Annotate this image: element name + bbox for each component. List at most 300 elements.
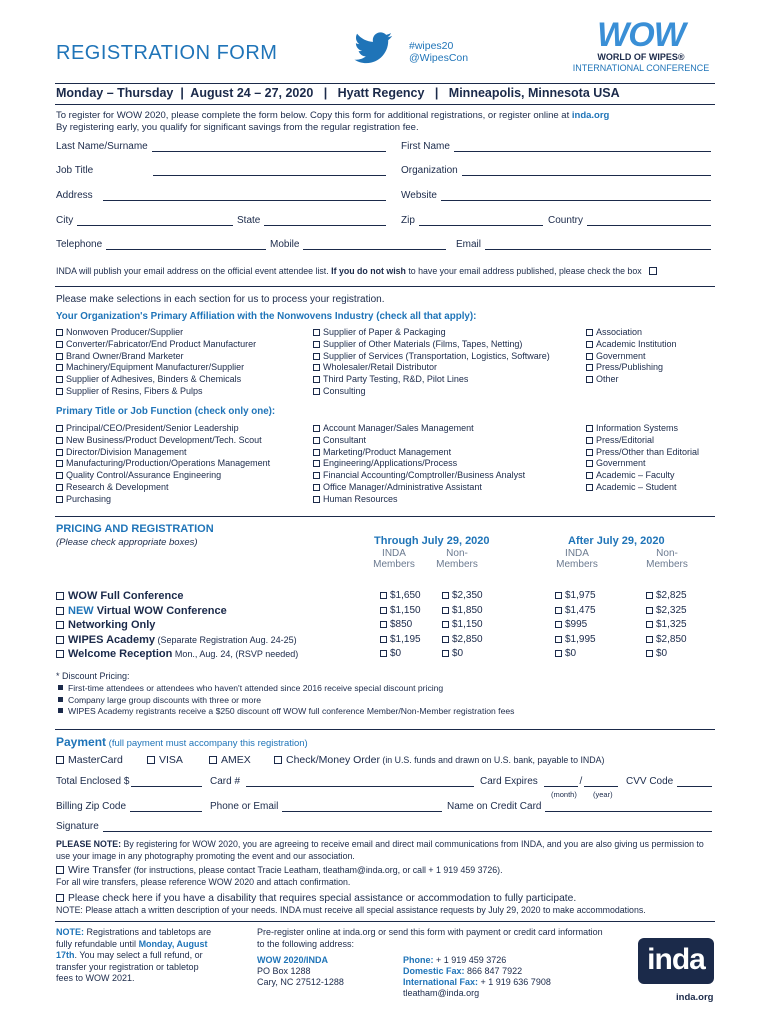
intro-text (56, 110, 720, 134)
wow-logo-line1: WORLD OF WIPES® (597, 52, 685, 62)
visa-label: VISA (159, 754, 183, 766)
job-function-option[interactable] (313, 482, 525, 494)
discount-item (58, 706, 514, 718)
email-label: Email (456, 239, 482, 250)
job-function-option-label: Research & Development (66, 481, 169, 492)
phone-label: Phone: (403, 955, 434, 965)
website-label: Website (401, 190, 437, 201)
affiliation-option-label: Press/Publishing (596, 362, 664, 373)
job-function-option[interactable] (313, 458, 525, 470)
checkbox[interactable] (313, 425, 320, 432)
price-value: $1,995 (565, 633, 596, 645)
email-notice-bold: If you do not wish (331, 266, 406, 276)
expires-label: Card Expires (480, 776, 538, 787)
price-value: $0 (565, 648, 577, 659)
check-option[interactable] (274, 754, 604, 766)
checkbox[interactable] (586, 437, 593, 444)
pricing-item[interactable] (56, 647, 298, 662)
affiliation-option-label: Brand Owner/Brand Marketer (66, 350, 184, 361)
job-function-option[interactable] (56, 482, 270, 494)
job-function-option-label: Press/Other than Editorial (596, 446, 700, 457)
intro-line2: By registering early, you qualify for significant savings from the regular registration fee. (56, 122, 419, 133)
job-function-option[interactable] (56, 423, 270, 435)
zip-label: Zip (401, 215, 415, 226)
checkbox[interactable] (646, 592, 653, 599)
affiliation-option-label: Supplier of Adhesives, Binders & Chemicals (66, 374, 242, 385)
pricing-item[interactable] (56, 589, 298, 604)
pricing-item[interactable] (56, 604, 298, 619)
telephone-label: Telephone (56, 239, 103, 250)
mastercard-label: MasterCard (68, 754, 123, 766)
checkbox[interactable] (555, 636, 562, 643)
please-note-label: PLEASE NOTE: (56, 839, 122, 849)
city-label: City (56, 215, 74, 226)
state-label: State (237, 215, 261, 226)
first-name-field[interactable] (401, 141, 715, 152)
intl-fax-label: International Fax: (403, 977, 479, 987)
discount-item (58, 683, 514, 695)
form-title: REGISTRATION FORM (56, 42, 278, 64)
price-option[interactable] (555, 589, 596, 604)
website-field[interactable] (401, 190, 715, 201)
card-expires-field[interactable]: Card Expires / (480, 776, 620, 787)
job-function-option[interactable] (56, 435, 270, 447)
late-member-header: INDA Members (556, 548, 598, 570)
billing-zip-label: Billing Zip Code (56, 801, 127, 812)
email-publish-notice (56, 266, 661, 276)
affiliation-heading: Your Organization's Primary Affiliation with the Nonwovens Industry (check all that apply): (56, 311, 477, 322)
affiliation-option[interactable] (56, 362, 256, 374)
price-value: $2,850 (452, 633, 483, 645)
wow-logo (566, 18, 716, 74)
contact-info (403, 955, 551, 999)
phone-email-field[interactable] (210, 801, 446, 812)
job-function-col1 (56, 423, 270, 506)
affiliation-option-label: Machinery/Equipment Manufacturer/Supplier (66, 362, 245, 373)
refund-label: NOTE: (56, 927, 84, 937)
price-option[interactable] (380, 604, 421, 619)
price-option[interactable] (442, 618, 483, 633)
price-value: $1,150 (452, 619, 483, 630)
checkbox[interactable] (586, 460, 593, 467)
job-function-option[interactable] (313, 494, 525, 506)
checkbox[interactable] (313, 364, 320, 371)
price-option[interactable] (555, 633, 596, 648)
checkbox[interactable] (313, 388, 320, 395)
first-name-label: First Name (401, 141, 450, 152)
affiliation-option[interactable] (56, 339, 256, 351)
affiliation-option[interactable] (56, 386, 256, 398)
checkbox[interactable] (586, 376, 593, 383)
early-member-prices (380, 589, 421, 662)
checkbox[interactable] (313, 376, 320, 383)
checkbox[interactable] (56, 592, 64, 600)
checkbox[interactable] (313, 353, 320, 360)
discount-item (58, 695, 514, 707)
job-function-option-label: Quality Control/Assurance Engineering (66, 470, 222, 481)
checkbox[interactable] (56, 353, 63, 360)
checkbox[interactable] (313, 437, 320, 444)
discount-text: First-time attendees or attendees who haven't attended since 2016 receive special discount pricing (68, 683, 444, 693)
job-function-option-label: Information Systems (596, 423, 679, 433)
visa-option[interactable] (147, 754, 183, 766)
price-option[interactable] (442, 604, 483, 619)
price-option[interactable] (380, 647, 421, 662)
checkbox[interactable] (313, 460, 320, 467)
affiliation-option[interactable] (56, 351, 256, 363)
period-late: After July 29, 2020 (568, 535, 665, 547)
please-note (56, 839, 714, 862)
checkbox[interactable] (56, 621, 64, 629)
price-option[interactable] (646, 647, 687, 662)
job-function-option-label: Engineering/Applications/Process (323, 458, 458, 469)
job-function-col3 (586, 423, 699, 494)
affiliation-option-label: Supplier of Resins, Fibers & Pulps (66, 385, 203, 396)
price-option[interactable] (646, 604, 687, 619)
checkbox[interactable] (56, 341, 63, 348)
checkbox[interactable] (586, 425, 593, 432)
affiliation-option-label: Association (596, 327, 643, 337)
price-value: $0 (656, 648, 668, 659)
checkbox[interactable] (586, 484, 593, 491)
state-field[interactable] (237, 215, 390, 226)
payment-title: Payment (56, 735, 107, 749)
organization-field[interactable] (401, 165, 715, 176)
address-line1: PO Box 1288 (257, 966, 311, 976)
checkbox[interactable] (646, 636, 653, 643)
checkbox[interactable] (586, 329, 593, 336)
pricing-item-name: WIPES Academy (68, 633, 156, 646)
price-value: $2,325 (656, 604, 687, 616)
discount-text: Company large group discounts with three or more (68, 694, 261, 705)
checkbox[interactable] (56, 496, 63, 503)
mailing-address (257, 955, 344, 988)
checkbox[interactable] (56, 437, 63, 444)
wire-transfer-checkbox[interactable] (56, 866, 64, 874)
pricing-item-name: WOW Full Conference (68, 590, 184, 602)
checkbox[interactable] (313, 341, 320, 348)
mobile-label: Mobile (270, 239, 300, 250)
bullet-icon (58, 685, 63, 690)
job-function-option-label: Manufacturing/Production/Operations Management (66, 458, 271, 469)
telephone-field[interactable] (56, 239, 270, 250)
affiliation-option[interactable] (313, 362, 550, 374)
late-nonmember-header: Non-Members (646, 548, 688, 570)
zip-field[interactable] (401, 215, 547, 226)
price-option[interactable] (442, 633, 483, 648)
price-value: $1,850 (452, 604, 483, 616)
job-function-option-label: Principal/CEO/President/Senior Leadership (66, 423, 239, 433)
billing-zip-field[interactable] (56, 801, 206, 812)
address-field[interactable] (56, 190, 390, 201)
price-option[interactable] (646, 633, 687, 648)
job-function-option[interactable] (586, 470, 699, 482)
refund-text1: Registrations and tabletops are fully refundable until (56, 927, 212, 949)
month-hint: (month) (551, 790, 577, 799)
please-note-text: By registering for WOW 2020, you are agreeing to receive email and direct mail communications from INDA, and you are also giving us permission to use your image in any photography promoting the event and our association. (56, 839, 704, 861)
checkbox[interactable] (442, 650, 449, 657)
affiliation-option[interactable] (313, 339, 550, 351)
checkbox[interactable] (586, 353, 593, 360)
new-badge: NEW (68, 604, 94, 617)
affiliation-option[interactable] (313, 327, 550, 339)
job-function-option[interactable] (313, 435, 525, 447)
late-nonmember-prices (646, 589, 687, 662)
checkbox[interactable] (555, 650, 562, 657)
checkbox[interactable] (56, 650, 64, 658)
checkbox[interactable] (313, 472, 320, 479)
checkbox[interactable] (313, 484, 320, 491)
amex-option[interactable] (209, 754, 251, 766)
pricing-item[interactable] (56, 618, 298, 633)
checkbox[interactable] (555, 592, 562, 599)
price-value: $1,975 (565, 590, 596, 601)
pricing-item-name: Welcome Reception (68, 648, 173, 660)
wire-text2: For all wire transfers, please reference WOW 2020 and attach confirmation. (56, 876, 351, 887)
checkbox[interactable] (586, 449, 593, 456)
refund-note (56, 927, 216, 985)
intl-fax-value: + 1 919 636 7908 (478, 977, 551, 987)
price-value: $0 (390, 648, 402, 659)
checkbox[interactable] (313, 496, 320, 503)
pricing-items (56, 589, 298, 662)
price-option[interactable] (380, 618, 421, 633)
price-option[interactable] (380, 589, 421, 604)
checkbox[interactable] (380, 650, 387, 657)
price-value: $2,350 (452, 590, 483, 601)
last-name-field[interactable] (56, 141, 390, 152)
checkbox[interactable] (56, 607, 64, 615)
checkbox[interactable] (442, 592, 449, 599)
cvv-field[interactable] (626, 776, 716, 787)
card-number-field[interactable] (210, 776, 478, 787)
email-field[interactable] (456, 239, 715, 250)
job-function-option[interactable] (56, 470, 270, 482)
preregister-text: Pre-register online at inda.org or send this form with payment or credit card information to the following address: (257, 927, 603, 949)
affiliation-col3 (586, 327, 677, 386)
job-function-option-label: Government (596, 458, 646, 469)
price-value: $995 (565, 619, 588, 630)
discount-title: * Discount Pricing: (56, 671, 130, 681)
price-value: $1,150 (390, 604, 421, 616)
affiliation-option-label: Government (596, 350, 646, 361)
checkbox[interactable] (646, 621, 653, 628)
affiliation-option[interactable] (313, 351, 550, 363)
email-notice-pre: INDA will publish your email address on the official event attendee list. (56, 266, 332, 276)
period-early: Through July 29, 2020 (374, 535, 490, 547)
checkbox[interactable] (56, 484, 63, 491)
checkbox[interactable] (56, 364, 63, 371)
job-function-option[interactable] (586, 423, 699, 435)
job-function-option[interactable] (313, 470, 525, 482)
address-line2: Cary, NC 27512-1288 (257, 977, 344, 987)
affiliation-option[interactable] (586, 362, 677, 374)
checkbox[interactable] (56, 388, 63, 395)
address-label: Address (56, 190, 93, 201)
affiliation-option[interactable] (586, 374, 677, 386)
affiliation-option-label: Wholesaler/Retail Distributor (323, 362, 438, 373)
price-value: $2,825 (656, 590, 687, 601)
twitter-handle: @WipesCon (409, 52, 469, 64)
discount-list (58, 683, 514, 718)
signature-field[interactable] (56, 821, 716, 832)
payment-heading (56, 735, 308, 749)
affiliation-option[interactable] (586, 339, 677, 351)
card-label: Card # (210, 776, 241, 787)
checkbox[interactable] (646, 650, 653, 657)
job-function-option[interactable] (56, 458, 270, 470)
checkbox[interactable] (380, 607, 387, 614)
wire-label: Wire Transfer (68, 864, 132, 876)
checkbox[interactable] (442, 636, 449, 643)
checkbox[interactable] (56, 636, 64, 644)
inda-link[interactable]: inda.org (571, 110, 610, 121)
inda-logo: inda (638, 938, 714, 984)
price-value: $1,475 (565, 604, 596, 616)
checkbox[interactable] (646, 607, 653, 614)
job-title-field[interactable] (56, 165, 390, 176)
checkbox[interactable] (586, 341, 593, 348)
job-function-option-label: Human Resources (323, 493, 398, 504)
job-function-option[interactable] (56, 494, 270, 506)
checkbox[interactable] (380, 592, 387, 599)
pricing-item-name: Networking Only (68, 619, 156, 631)
affiliation-option-label: Other (596, 374, 619, 385)
affiliation-option[interactable] (313, 386, 550, 398)
affiliation-option[interactable] (313, 374, 550, 386)
country-field[interactable] (548, 215, 715, 226)
city-field[interactable] (56, 215, 237, 226)
affiliation-option-label: Nonwoven Producer/Supplier (66, 327, 184, 337)
affiliation-option[interactable] (586, 327, 677, 339)
price-value: $2,850 (656, 633, 687, 645)
checkbox[interactable] (442, 607, 449, 614)
disability-checkbox[interactable] (56, 894, 64, 902)
amex-label: AMEX (221, 754, 251, 766)
job-function-heading: Primary Title or Job Function (check only one): (56, 406, 276, 417)
job-function-option[interactable] (313, 447, 525, 459)
inda-url: inda.org (676, 992, 714, 1003)
checkbox[interactable] (555, 621, 562, 628)
checkbox[interactable] (56, 472, 63, 479)
fax-label: Domestic Fax: (403, 966, 465, 976)
price-option[interactable] (380, 633, 421, 648)
late-member-prices (555, 589, 596, 662)
wire-text: (for instructions, please contact Tracie Leatham, tleatham@inda.org, or call + 1 919 459 3726). (131, 865, 503, 875)
job-function-option-label: Purchasing (66, 493, 112, 504)
checkbox[interactable] (380, 636, 387, 643)
check-note: (in U.S. funds and drawn on U.S. bank, payable to INDA) (379, 755, 605, 765)
checkbox[interactable] (555, 607, 562, 614)
refund-text2: . You may select a full refund, or transfer your registration or tabletop fees to WOW 2021. (56, 950, 203, 983)
pricing-item[interactable] (56, 633, 298, 648)
mastercard-option[interactable] (56, 754, 123, 766)
pricing-item-note: (Separate Registration Aug. 24-25) (155, 634, 297, 645)
affiliation-option-label: Supplier of Other Materials (Films, Tapes, Netting) (323, 338, 523, 349)
price-value: $1,650 (390, 590, 421, 601)
wow-logo-line2: INTERNATIONAL CONFERENCE (572, 63, 710, 73)
affiliation-option[interactable] (56, 327, 256, 339)
job-function-option-label: New Business/Product Development/Tech. Scout (66, 434, 262, 445)
organization-label: Organization (401, 165, 458, 176)
signature-label: Signature (56, 821, 99, 832)
phone-email-label: Phone or Email (210, 801, 279, 812)
job-function-option[interactable] (586, 482, 699, 494)
price-option[interactable] (555, 618, 596, 633)
checkbox[interactable] (586, 364, 593, 371)
price-option[interactable] (646, 618, 687, 633)
price-option[interactable] (555, 647, 596, 662)
checkbox[interactable] (56, 425, 63, 432)
disability-section (56, 893, 646, 916)
total-label: Total Enclosed $ (56, 776, 130, 787)
wire-transfer (56, 865, 503, 888)
year-hint: (year) (593, 790, 613, 799)
job-function-option[interactable] (586, 447, 699, 459)
job-function-option[interactable] (56, 447, 270, 459)
checkbox[interactable] (56, 449, 63, 456)
affiliation-option-label: Third Party Testing, R&D, Pilot Lines (323, 374, 469, 385)
pricing-heading: PRICING AND REGISTRATION (56, 523, 214, 535)
selections-intro: Please make selections in each section for us to process your registration. (56, 294, 385, 305)
address-title: WOW 2020/INDA (257, 955, 329, 965)
checkbox[interactable] (380, 621, 387, 628)
affiliation-option-label: Converter/Fabricator/End Product Manufacturer (66, 338, 257, 349)
checkbox[interactable] (56, 460, 63, 467)
affiliation-col2 (313, 327, 550, 398)
country-label: Country (548, 215, 584, 226)
job-function-option-label: Marketing/Product Management (323, 446, 452, 457)
payment-subtitle: (full payment must accompany this registration) (106, 738, 308, 749)
affiliation-option[interactable] (56, 374, 256, 386)
price-option[interactable] (442, 647, 483, 662)
contact-email[interactable]: tleatham@inda.org (403, 988, 480, 998)
pricing-item-note: Mon., Aug. 24, (RSVP needed) (172, 649, 299, 659)
fax-value: 866 847 7922 (464, 966, 523, 976)
checkbox[interactable] (586, 472, 593, 479)
twitter-bird-icon (354, 32, 394, 66)
job-function-option[interactable] (313, 423, 525, 435)
checkbox[interactable] (442, 621, 449, 628)
affiliation-option-label: Supplier of Services (Transportation, Logistics, Software) (323, 350, 550, 361)
job-function-option-label: Consultant (323, 434, 367, 445)
price-option[interactable] (442, 589, 483, 604)
checkbox[interactable] (56, 376, 63, 383)
price-value: $0 (452, 648, 464, 659)
price-option[interactable] (555, 604, 596, 619)
checkbox[interactable] (56, 329, 63, 336)
wow-logo-text: WOW (597, 16, 685, 54)
job-function-option[interactable] (586, 458, 699, 470)
early-member-header: INDA Members (373, 548, 415, 570)
name-on-card-field[interactable] (447, 801, 716, 812)
email-optout-checkbox[interactable] (649, 267, 657, 275)
checkbox[interactable] (313, 329, 320, 336)
affiliation-option-label: Academic Institution (596, 338, 677, 349)
price-option[interactable] (646, 589, 687, 604)
mobile-field[interactable] (270, 239, 450, 250)
price-value: $850 (390, 619, 413, 630)
job-title-label: Job Title (56, 165, 94, 176)
email-notice-post: to have your email address published, please check the box (405, 266, 642, 276)
bullet-icon (58, 708, 63, 713)
price-value: $1,195 (390, 633, 421, 645)
affiliation-option[interactable] (586, 351, 677, 363)
job-function-option[interactable] (586, 435, 699, 447)
total-enclosed-field[interactable] (56, 776, 206, 787)
checkbox[interactable] (313, 449, 320, 456)
hashtag: #wipes20 (409, 40, 454, 52)
